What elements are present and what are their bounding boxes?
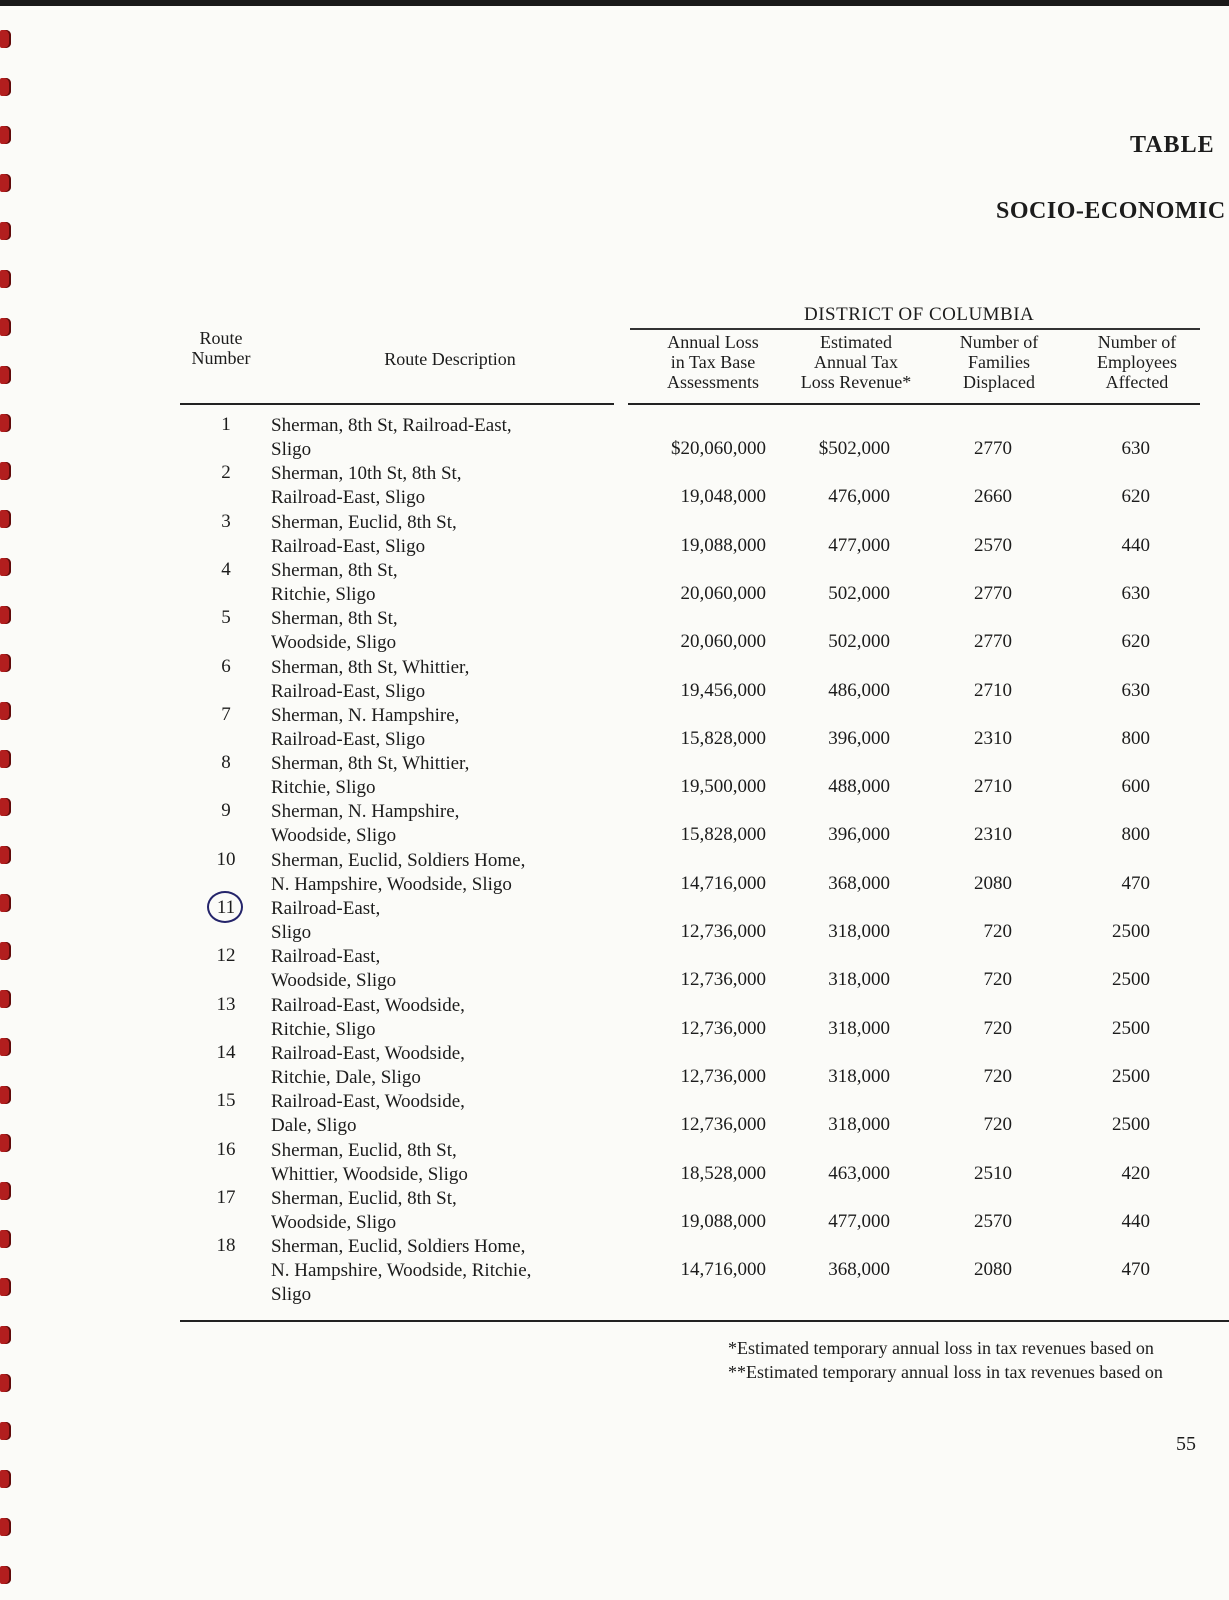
route-number: 4 — [221, 558, 231, 580]
binding-ring — [0, 174, 11, 192]
employees-affected-value: 2500 — [1112, 969, 1150, 991]
route-number: 13 — [216, 993, 236, 1015]
families-displaced-value: 720 — [983, 1065, 1012, 1087]
tax-revenue-value: $502,000 — [818, 438, 890, 459]
binding-ring — [0, 606, 11, 624]
annual-loss-value: 15,828,000 — [680, 824, 766, 846]
route-number: 1 — [221, 414, 231, 435]
route-number: 17 — [216, 1186, 236, 1208]
binding-ring — [0, 1422, 11, 1440]
binding-ring — [0, 654, 11, 672]
route-number: 8 — [221, 752, 231, 774]
table-subtitle: SOCIO-ECONOMIC — [996, 198, 1226, 224]
route-description: Railroad-East, Woodside, Ritchie, Sligo — [271, 994, 465, 1040]
route-number: 6 — [221, 655, 231, 677]
route-number: 15 — [216, 1090, 236, 1112]
families-displaced-value: 2080 — [974, 1259, 1012, 1281]
binding-ring — [0, 1566, 11, 1584]
footnote-double-asterisk: **Estimated temporary annual loss in tax revenues based on — [728, 1362, 1163, 1382]
hand-drawn-circle-mark — [207, 891, 243, 923]
employees-affected-value: 440 — [1121, 534, 1150, 556]
annual-loss-value: 14,716,000 — [680, 1259, 766, 1281]
column-header-annual-loss: Annual Loss in Tax Base Assessments — [666, 332, 759, 392]
binding-ring — [0, 702, 11, 720]
employees-affected-value: 630 — [1121, 679, 1150, 701]
annual-loss-value: 12,736,000 — [680, 969, 766, 991]
binding-ring — [0, 30, 11, 48]
binding-ring — [0, 1518, 11, 1536]
employees-affected-value: 2500 — [1112, 1017, 1150, 1039]
route-number: 3 — [221, 510, 231, 532]
annual-loss-value: 19,500,000 — [680, 776, 766, 798]
binding-ring — [0, 846, 11, 864]
annual-loss-value: 20,060,000 — [680, 631, 766, 653]
column-header-route-number: Route Number — [191, 328, 251, 368]
families-displaced-value: 720 — [983, 1114, 1012, 1136]
employees-affected-value: 630 — [1121, 438, 1150, 459]
route-number: 9 — [221, 800, 231, 822]
header-rule-left — [180, 403, 614, 405]
binding-ring — [0, 750, 11, 768]
column-header-families: Number of Families Displaced — [959, 332, 1039, 392]
families-displaced-value: 720 — [983, 921, 1012, 942]
district-header-label: DISTRICT OF COLUMBIA — [804, 304, 1035, 325]
route-number: 16 — [216, 1138, 236, 1160]
table-title: TABLE — [1130, 132, 1215, 158]
employees-affected-value: 470 — [1121, 872, 1150, 894]
families-displaced-value: 2770 — [974, 631, 1012, 653]
binding-ring — [0, 414, 11, 432]
tax-revenue-value: 477,000 — [828, 1210, 890, 1232]
tax-revenue-value: 318,000 — [828, 1114, 890, 1136]
binding-ring — [0, 1182, 11, 1200]
column-header-tax-revenue: Estimated Annual Tax Loss Revenue* — [800, 332, 912, 392]
annual-loss-value: 18,528,000 — [680, 1162, 766, 1184]
tax-revenue-value: 477,000 — [828, 534, 890, 556]
route-description: Sherman, 8th St, Whittier, Ritchie, Sligo — [271, 753, 470, 799]
families-displaced-value: 720 — [983, 1017, 1012, 1039]
route-description: Sherman, 8th St, Railroad-East, Sligo — [271, 415, 512, 460]
binding-ring — [0, 1230, 11, 1248]
binding-ring — [0, 1470, 11, 1488]
column-header-route-description: Route Description — [384, 349, 516, 369]
tax-revenue-value: 463,000 — [828, 1162, 890, 1184]
route-number: 5 — [221, 607, 231, 629]
binding-ring — [0, 366, 11, 384]
employees-affected-value: 630 — [1121, 582, 1150, 604]
district-header-rule — [630, 328, 1200, 330]
binding-ring — [0, 1374, 11, 1392]
header-rule-right — [628, 403, 1200, 405]
families-displaced-value: 2770 — [974, 582, 1012, 604]
route-description: Sherman, 10th St, 8th St, Railroad-East, Sligo — [271, 463, 462, 509]
column-header-employees: Number of Employees Affected — [1097, 332, 1177, 392]
route-number: 7 — [221, 703, 231, 725]
footnote-single-asterisk: *Estimated temporary annual loss in tax revenues based on — [728, 1338, 1154, 1358]
employees-affected-value: 2500 — [1112, 921, 1150, 942]
tax-revenue-value: 502,000 — [828, 582, 890, 604]
families-displaced-value: 2710 — [974, 679, 1012, 701]
employees-affected-value: 440 — [1121, 1210, 1150, 1232]
binding-ring — [0, 318, 11, 336]
families-displaced-value: 2660 — [974, 486, 1012, 508]
annual-loss-value: 12,736,000 — [680, 1065, 766, 1087]
binding-ring — [0, 990, 11, 1008]
employees-affected-value: 420 — [1121, 1162, 1150, 1184]
binding-ring — [0, 894, 11, 912]
binding-ring — [0, 126, 11, 144]
families-displaced-value: 720 — [983, 969, 1012, 991]
binding-ring — [0, 942, 11, 960]
route-number: 11 — [216, 897, 236, 918]
binding-ring — [0, 1038, 11, 1056]
route-number: 18 — [216, 1235, 236, 1257]
binding-ring — [0, 1086, 11, 1104]
binding-ring — [0, 1278, 11, 1296]
tax-revenue-value: 476,000 — [828, 486, 890, 508]
annual-loss-value: 20,060,000 — [680, 582, 766, 604]
annual-loss-value: 15,828,000 — [680, 727, 766, 749]
binding-ring — [0, 1326, 11, 1344]
annual-loss-value: $20,060,000 — [671, 438, 766, 459]
families-displaced-value: 2080 — [974, 872, 1012, 894]
route-description: Sherman, Euclid, 8th St, Woodside, Sligo — [271, 1187, 457, 1233]
families-displaced-value: 2570 — [974, 534, 1012, 556]
page-top-edge — [0, 0, 1229, 6]
tax-revenue-value: 502,000 — [828, 631, 890, 653]
families-displaced-value: 2710 — [974, 776, 1012, 798]
binding-ring — [0, 222, 11, 240]
binding-ring — [0, 510, 11, 528]
annual-loss-value: 19,048,000 — [680, 486, 766, 508]
binding-ring — [0, 78, 11, 96]
tax-revenue-value: 396,000 — [828, 727, 890, 749]
employees-affected-value: 800 — [1121, 727, 1150, 749]
route-description: Railroad-East, Sligo — [271, 898, 381, 943]
route-number: 2 — [221, 462, 231, 484]
tax-revenue-value: 318,000 — [828, 1017, 890, 1039]
annual-loss-value: 14,716,000 — [680, 872, 766, 894]
tax-revenue-value: 396,000 — [828, 824, 890, 846]
route-description: Railroad-East, Woodside, Ritchie, Dale, Sligo — [271, 1042, 465, 1088]
route-number: 12 — [216, 945, 236, 967]
tax-revenue-value: 318,000 — [828, 1065, 890, 1087]
employees-affected-value: 620 — [1121, 631, 1150, 653]
annual-loss-value: 19,088,000 — [680, 1210, 766, 1232]
employees-affected-value: 2500 — [1112, 1065, 1150, 1087]
employees-affected-value: 600 — [1121, 776, 1150, 798]
binding-ring — [0, 798, 11, 816]
binding-ring — [0, 462, 11, 480]
route-description: Sherman, 8th St, Ritchie, Sligo — [271, 559, 398, 605]
route-description: Sherman, 8th St, Whittier, Railroad-East, Sligo — [271, 656, 470, 702]
tax-revenue-value: 318,000 — [828, 921, 890, 942]
route-description: Sherman, Euclid, 8th St, Railroad-East, Sligo — [271, 511, 457, 557]
annual-loss-value: 19,088,000 — [680, 534, 766, 556]
route-number: 10 — [216, 848, 236, 870]
annual-loss-value: 19,456,000 — [680, 679, 766, 701]
route-description: Sherman, Euclid, Soldiers Home, N. Hampshire, Woodside, Ritchie, Sligo — [271, 1236, 532, 1306]
route-description: Sherman, Euclid, 8th St, Whittier, Woodside, Sligo — [271, 1139, 468, 1185]
annual-loss-value: 12,736,000 — [680, 921, 766, 942]
tax-revenue-value: 368,000 — [828, 872, 890, 894]
annual-loss-value: 12,736,000 — [680, 1114, 766, 1136]
families-displaced-value: 2510 — [974, 1162, 1012, 1184]
annual-loss-value: 12,736,000 — [680, 1017, 766, 1039]
employees-affected-value: 2500 — [1112, 1114, 1150, 1136]
families-displaced-value: 2770 — [974, 438, 1012, 459]
page-number: 55 — [1176, 1433, 1196, 1455]
spiral-binding — [0, 30, 16, 1590]
route-description: Railroad-East, Woodside, Dale, Sligo — [271, 1091, 465, 1137]
binding-ring — [0, 1134, 11, 1152]
employees-affected-value: 800 — [1121, 824, 1150, 846]
route-description: Railroad-East, Woodside, Sligo — [271, 946, 397, 992]
binding-ring — [0, 558, 11, 576]
employees-affected-value: 620 — [1121, 486, 1150, 508]
tax-revenue-value: 368,000 — [828, 1259, 890, 1281]
route-description: Sherman, Euclid, Soldiers Home, N. Hampshire, Woodside, Sligo — [271, 849, 526, 895]
route-description: Sherman, N. Hampshire, Railroad-East, Sligo — [271, 704, 460, 750]
tax-revenue-value: 318,000 — [828, 969, 890, 991]
tax-revenue-value: 486,000 — [828, 679, 890, 701]
binding-ring — [0, 270, 11, 288]
families-displaced-value: 2310 — [974, 727, 1012, 749]
families-displaced-value: 2570 — [974, 1210, 1012, 1232]
route-description: Sherman, 8th St, Woodside, Sligo — [271, 608, 398, 654]
families-displaced-value: 2310 — [974, 824, 1012, 846]
employees-affected-value: 470 — [1121, 1259, 1150, 1281]
route-number: 14 — [216, 1041, 236, 1063]
route-description: Sherman, N. Hampshire, Woodside, Sligo — [271, 801, 460, 847]
tax-revenue-value: 488,000 — [828, 776, 890, 798]
table-bottom-rule — [180, 1320, 1229, 1322]
